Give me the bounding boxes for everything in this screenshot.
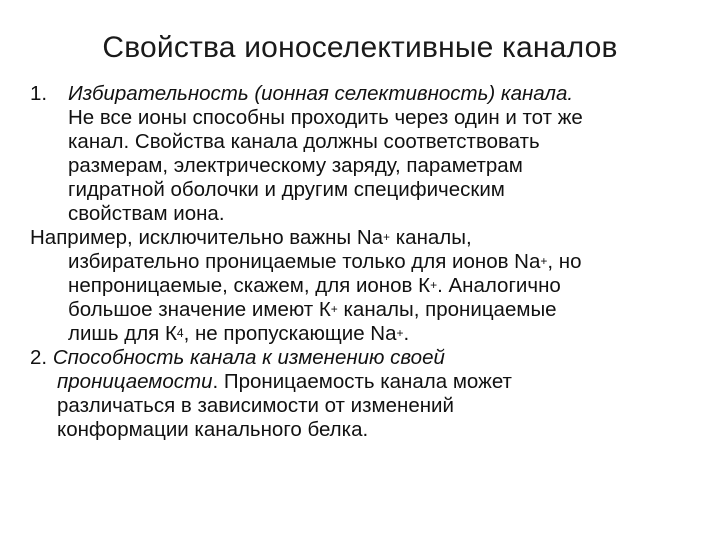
example-text: непроницаемые, скажем, для ионов К [68, 274, 431, 297]
superscript: + [430, 278, 438, 292]
superscript: + [383, 230, 391, 244]
example-text: каналы, [390, 226, 472, 249]
item2-text: . Проницаемость канала может [212, 370, 512, 393]
example-text: . Аналогично [437, 274, 561, 297]
superscript: 4 [176, 326, 184, 340]
example-text: Например, исключительно важны Na [30, 226, 384, 249]
example-line-4 [30, 298, 702, 322]
superscript: + [396, 326, 404, 340]
item2-number: 2. [30, 346, 48, 369]
example-text: избирательно проницаемые только для ионов Na [68, 250, 541, 273]
example-line-3 [30, 274, 702, 298]
item2-line-4: конформации канального белка. [57, 418, 369, 441]
item2-heading-2: проницаемости [57, 370, 213, 393]
item1-line-2: канал. Свойства канала должны соответствовать [68, 130, 540, 153]
item1-line-5: свойствам иона. [68, 202, 225, 225]
superscript: + [330, 302, 338, 316]
item2-heading-1: Способность канала к изменению своей [52, 346, 445, 369]
item1-heading: Избирательность (ионная селективность) канала. [68, 82, 574, 105]
item2-heading-line [30, 346, 702, 370]
item2-line-2 [30, 370, 702, 394]
example-line-1 [30, 226, 702, 250]
superscript: + [540, 254, 548, 268]
example-text: лишь для К [68, 322, 177, 345]
item1-line-4: гидратной оболочки и другим специфическим [68, 178, 505, 201]
item2-line-3: различаться в зависимости от изменений [57, 394, 454, 417]
example-line-5 [30, 322, 702, 346]
item1-heading-line [30, 82, 702, 106]
example-text: . [403, 322, 410, 345]
slide-title: Свойства ионоселективные каналов [102, 31, 618, 64]
item1-line-1: Не все ионы способны проходить через один и тот же [68, 106, 583, 129]
example-text: большое значение имеют К [68, 298, 331, 321]
example-text: каналы, проницаемые [337, 298, 557, 321]
slide-body [30, 82, 702, 442]
item1-number: 1. [30, 82, 48, 105]
example-text: , не пропускающие Na [183, 322, 397, 345]
example-text: , но [547, 250, 582, 273]
item1-line-3: размерам, электрическому заряду, параметрам [68, 154, 523, 177]
example-line-2 [30, 250, 702, 274]
